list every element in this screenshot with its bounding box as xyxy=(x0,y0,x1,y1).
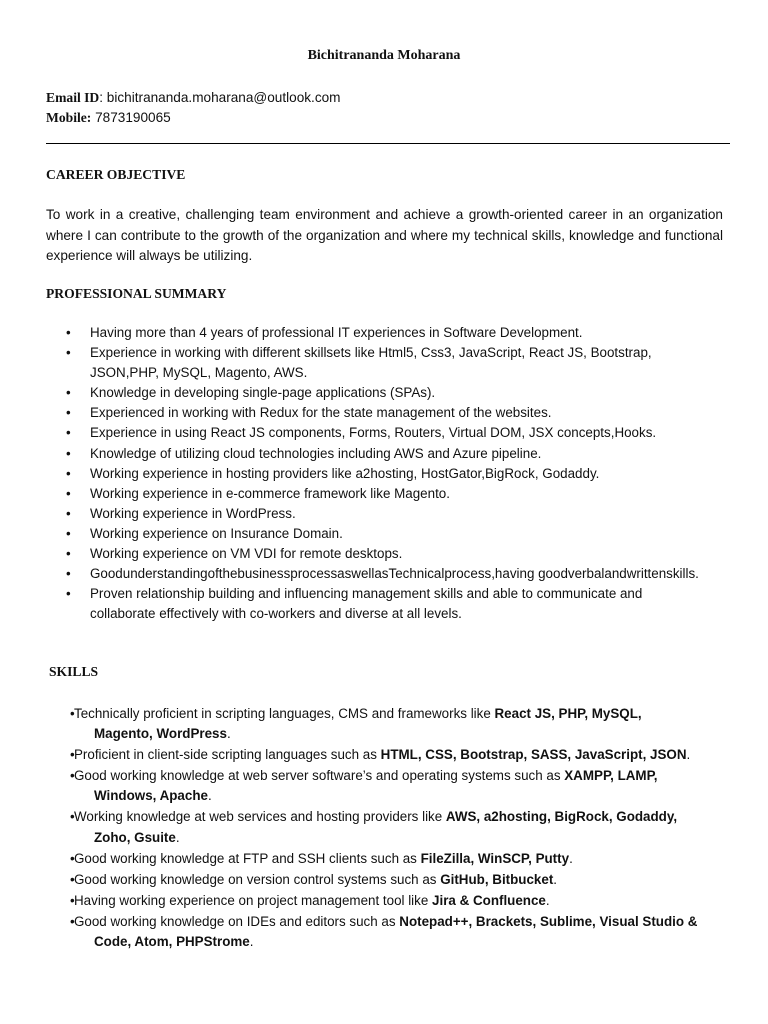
skill-item xyxy=(46,807,736,847)
skills-heading: SKILLS xyxy=(49,664,99,679)
summary-item xyxy=(46,444,706,464)
career-objective-text: To work in a creative, challenging team environment and achieve a growth-oriented career in an organization where I can contribute to the growth of the organization and where my technical skills, knowledge and functional experience will always be utilizing. xyxy=(46,207,723,263)
skill-item-text: Working knowledge at web services and hosting providers like xyxy=(74,809,446,825)
skill-item xyxy=(46,870,736,890)
mobile-line xyxy=(46,110,171,126)
skill-item-text: Technically proficient in scripting languages, CMS and frameworks like xyxy=(74,706,495,721)
summary-item-text: Working experience on VM VDI for remote desktops. xyxy=(90,546,403,562)
skill-item-tail: . xyxy=(569,850,573,866)
skill-item-tools-cont: Code, Atom, PHPStrome xyxy=(94,934,250,950)
summary-item-text: Experienced in working with Redux for the state management of the websites. xyxy=(90,405,552,421)
summary-item-text: Knowledge of utilizing cloud technologies including AWS and Azure pipeline. xyxy=(90,445,542,461)
skill-item-tail: . xyxy=(175,829,180,845)
bullet-icon: • xyxy=(66,445,71,461)
skill-item-text: Good working knowledge on IDEs and editors such as xyxy=(74,913,400,929)
bullet-icon: • xyxy=(70,871,75,887)
skill-item-text: Proficient in client-side scripting languages such as xyxy=(74,747,381,763)
skill-item-text: Good working knowledge at FTP and SSH clients such as xyxy=(74,850,421,866)
skill-item xyxy=(46,704,736,744)
summary-item xyxy=(46,544,706,564)
summary-item xyxy=(46,564,706,584)
bullet-icon: • xyxy=(70,850,75,866)
skill-item-tail: . xyxy=(226,726,231,742)
summary-item-text: Knowledge in developing single-page applications (SPAs). xyxy=(90,385,436,401)
bullet-icon: • xyxy=(70,706,75,721)
bullet-icon: • xyxy=(70,747,75,763)
summary-item xyxy=(46,504,706,524)
summary-item-text: Working experience in WordPress. xyxy=(90,505,296,521)
skill-item-tail: . xyxy=(249,934,254,950)
summary-item-text: Goodunderstandingofthebusinessprocessaswellas​Technicalprocess,having goodverbalandwrittenskills. xyxy=(90,566,699,582)
skill-item xyxy=(46,849,736,869)
skill-item-tools-cont: Windows, Apache xyxy=(94,788,208,804)
email-value: : bichitrananda.moharana@outlook.com xyxy=(99,90,341,105)
skill-item-tail: . xyxy=(207,788,212,804)
skills-list xyxy=(46,704,736,953)
skill-item-tools: Jira & Confluence xyxy=(432,892,546,908)
summary-item-text: Working experience on Insurance Domain. xyxy=(90,525,343,541)
mobile-label: Mobile: xyxy=(46,110,92,125)
summary-item xyxy=(46,524,706,544)
skill-item-text: Good working knowledge on version control systems such as xyxy=(74,871,441,887)
bullet-icon: • xyxy=(66,425,71,441)
bullet-icon: • xyxy=(66,325,71,340)
professional-summary-list xyxy=(46,323,706,624)
summary-item xyxy=(46,584,706,624)
bullet-icon: • xyxy=(66,546,71,562)
candidate-name: Bichitrananda Moharana xyxy=(307,48,461,63)
skill-item-tail: . xyxy=(545,892,550,908)
email-label: Email ID xyxy=(46,90,100,105)
skill-item-text: Having working experience on project management tool like xyxy=(74,892,433,908)
bullet-icon: • xyxy=(70,809,75,825)
bullet-icon: • xyxy=(70,913,75,929)
skill-item xyxy=(46,912,736,952)
skill-item-tools: HTML, CSS, Bootstrap, SASS, JavaScript, JSON xyxy=(380,747,687,763)
summary-item-text: Experience in working with different skillsets like Html5, Css3, JavaScript, React JS, Bootstrap, JSON,PHP, MySQL, Magento, AWS. xyxy=(90,345,652,381)
bullet-icon: • xyxy=(66,405,71,421)
skill-item-tools: Notepad++, Brackets, Sublime, Visual Studio & xyxy=(399,913,698,929)
bullet-icon: • xyxy=(66,586,71,602)
summary-item xyxy=(46,403,706,423)
email-line xyxy=(46,90,341,106)
summary-item xyxy=(46,423,706,443)
bullet-icon: • xyxy=(66,566,71,582)
mobile-value: 7873190065 xyxy=(91,110,171,125)
skill-item-tools: AWS, a2hosting, BigRock, Godaddy, xyxy=(445,809,678,825)
summary-item xyxy=(46,383,706,403)
skill-item-tail: . xyxy=(553,871,558,887)
bullet-icon: • xyxy=(66,385,71,401)
skill-item xyxy=(46,891,736,911)
professional-summary-heading: PROFESSIONAL SUMMARY xyxy=(46,286,227,301)
skill-item-tail: . xyxy=(686,747,691,763)
skill-item-tools: FileZilla, WinSCP, Putty xyxy=(420,850,570,866)
summary-item xyxy=(46,343,706,383)
bullet-icon: • xyxy=(70,768,75,784)
skill-item-tools: React JS, PHP, MySQL, xyxy=(494,706,642,721)
summary-item-text: Experience in using React JS components, Forms, Routers, Virtual DOM, JSX concepts,Hooks. xyxy=(90,425,657,441)
bullet-icon: • xyxy=(66,525,71,541)
summary-item-text: Proven relationship building and influencing management skills and able to communicate and collaborate effectively with co-workers and diverse at all levels. xyxy=(90,586,643,622)
summary-item-text: Working experience in e-commerce framework like Magento. xyxy=(90,485,450,501)
skill-item-tools-cont: Zoho, Gsuite xyxy=(94,829,176,845)
skill-item-tools-cont: Magento, WordPress xyxy=(94,726,227,742)
skill-item-tools: GitHub, Bitbucket xyxy=(440,871,554,887)
bullet-icon: • xyxy=(66,485,71,501)
skill-item xyxy=(46,745,736,765)
header-divider xyxy=(46,143,730,144)
bullet-icon: • xyxy=(66,505,71,521)
skill-item-text: Good working knowledge at web server software’s and operating systems such as xyxy=(74,768,565,784)
summary-item-text: Having more than 4 years of professional IT experiences in Software Development. xyxy=(90,325,583,340)
summary-item xyxy=(46,323,706,343)
bullet-icon: • xyxy=(66,345,71,361)
summary-item-text: Working experience in hosting providers like a2hosting, HostGator,BigRock, Godaddy. xyxy=(90,465,600,481)
summary-item xyxy=(46,464,706,484)
bullet-icon: • xyxy=(70,892,75,908)
bullet-icon: • xyxy=(66,465,71,481)
career-objective-heading: CAREER OBJECTIVE xyxy=(46,167,186,182)
summary-item xyxy=(46,484,706,504)
skill-item-tools: XAMPP, LAMP, xyxy=(564,768,658,784)
skill-item xyxy=(46,766,736,806)
